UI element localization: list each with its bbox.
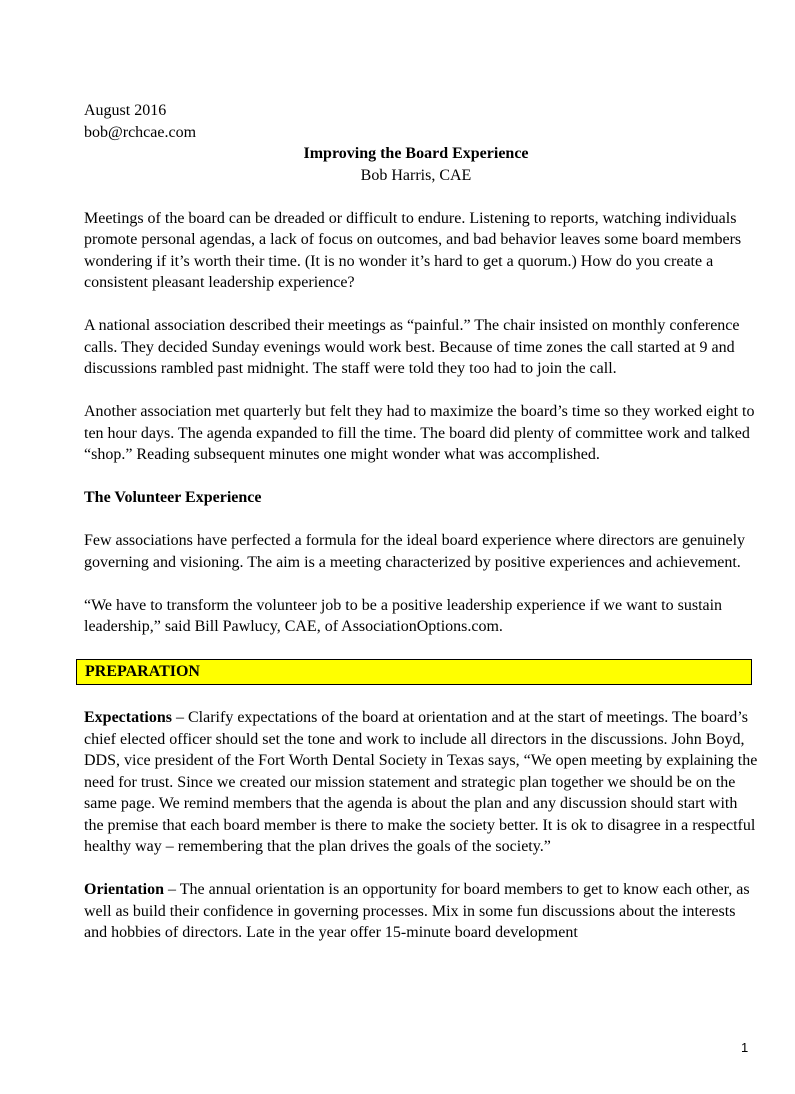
expectations-paragraph [84,707,760,858]
preparation-section-heading [76,659,752,685]
orientation-term: Orientation [84,881,164,898]
expectations-text: Clarify expectations of the board at orientation and at the start of meetings. The board’s chief elected officer should set the tone and work to include all directors in the discussions. John Boyd, DDS, vice president of the Fort Worth Dental Society in Texas says, “We open meeting by explaining the need for trust. Since we created our mission statement and strategic plan together we should be on the same page. We remind members that the agenda is about the plan and any discussion should start with the premise that each board member is there to make the society better. It is ok to disagree in a respectful healthy way – remembering that the plan drives the goals of the society.” [84,709,758,855]
volunteer-section-heading: The Volunteer Experience [84,489,262,506]
orientation-text: The annual orientation is an opportunity for board members to get to know each other, as well as build their confidence in governing processes. Mix in some fun discussions about the interests and hobbies of directors. Late in the year offer 15-minute board development [84,881,750,941]
volunteer-paragraph-2: “We have to transform the volunteer job to be a positive leadership experience if we want to sustain leadership,” said Bill Pawlucy, CAE, of AssociationOptions.com. [84,596,723,635]
orientation-paragraph [84,879,760,944]
expectations-term: Expectations [84,709,172,726]
document-title: Improving the Board Experience [303,145,529,162]
intro-paragraph-1: Meetings of the board can be dreaded or difficult to endure. Listening to reports, watching individuals promote personal agendas, a lack of focus on outcomes, and bad behavior leaves some board members wondering if it’s worth their time. (It is no wonder it’s hard to get a quorum.) How do you create a consistent pleasant leadership experience? [84,209,742,291]
expectations-separator: – [172,709,188,726]
document-body [84,100,760,965]
intro-paragraph-3: Another association met quarterly but felt they had to maximize the board’s time so they worked eight to ten hour days. The agenda expanded to fill the time. The board did plenty of committee work and talked “shop.” Reading subsequent minutes one might wonder what was accomplished. [84,403,755,463]
title-block [84,143,748,186]
intro-paragraph-2: A national association described their meetings as “painful.” The chair insisted on monthly conference calls. They decided Sunday evenings would work best. Because of time zones the call started at 9 and discussions rambled past midnight. The staff were told they too had to join the call. [84,317,740,377]
document-header [84,100,760,143]
preparation-heading-text: PREPARATION [85,663,200,680]
volunteer-paragraph-1: Few associations have perfected a formula for the ideal board experience where directors are genuinely governing and visioning. The aim is a meeting characterized by positive experiences and achievement. [84,532,746,571]
document-date: August 2016 [84,102,167,119]
author-email: bob@rchcae.com [84,123,197,141]
document-author: Bob Harris, CAE [360,166,472,184]
page-number: 1 [741,1040,749,1055]
orientation-separator: – [164,881,180,898]
